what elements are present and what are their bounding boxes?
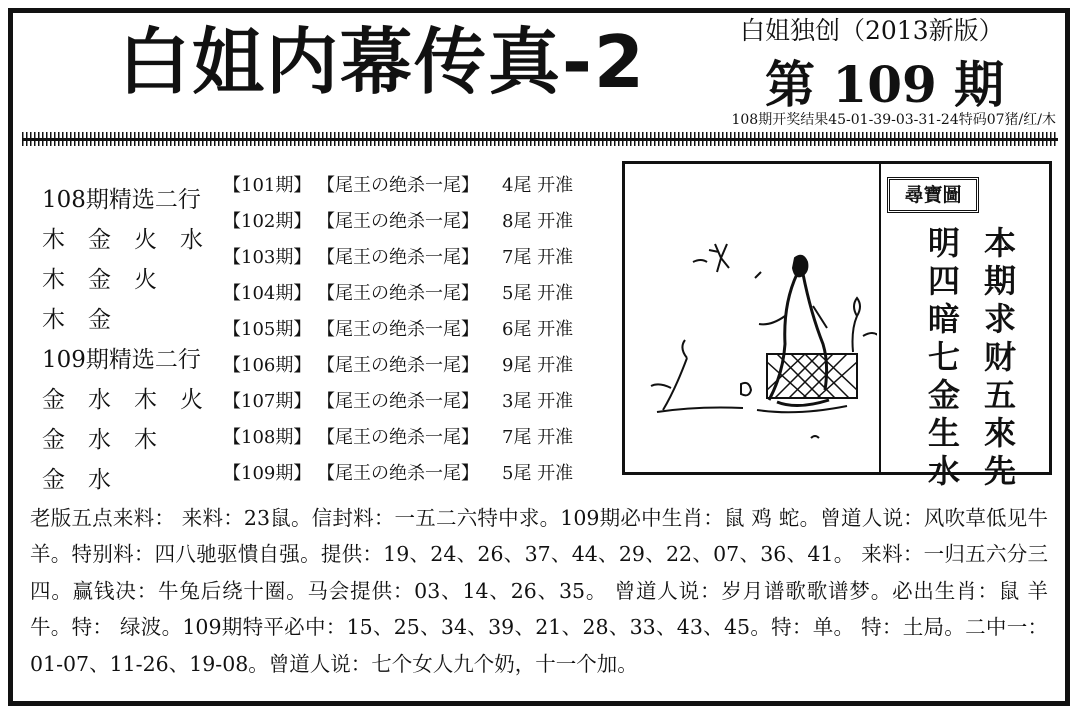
picks-108-row-3 [42, 300, 226, 340]
list-result: 6尾 开准 [502, 319, 574, 340]
pick-element: 金 [88, 307, 111, 333]
list-name: 【尾王の绝杀一尾】 [317, 247, 479, 268]
list-result: 5尾 开准 [502, 463, 574, 484]
treasure-map-badge: 尋寶圖 [887, 177, 979, 213]
list-name: 【尾王の绝杀一尾】 [317, 391, 479, 412]
list-period: 【101期】 [223, 175, 312, 196]
pick-element: 火 [180, 387, 203, 413]
previous-results: 108期开奖结果45-01-39-03-31-24特码07猪/红/木 [731, 112, 1056, 128]
list-period: 【103期】 [223, 247, 312, 268]
list-item [223, 168, 573, 204]
pick-element: 火 [134, 267, 157, 293]
picks-108-row-1 [42, 220, 226, 260]
pick-element: 木 [42, 267, 65, 293]
pick-element: 木 [134, 387, 157, 413]
brand-label: 白姐独创（2013新版） [740, 16, 1004, 45]
issue-number: 第 109 期 [765, 55, 1005, 114]
list-name: 【尾王の绝杀一尾】 [317, 427, 479, 448]
list-result: 7尾 开准 [502, 427, 574, 448]
list-result: 8尾 开准 [502, 211, 574, 232]
list-name: 【尾王の绝杀一尾】 [317, 211, 479, 232]
list-period: 【106期】 [223, 355, 312, 376]
pick-element: 金 [88, 227, 111, 253]
bottom-paragraph: 老版五点来料： 来料：23鼠。信封料：一五二六特中求。109期必中生肖：鼠 鸡 蛇。曾道人说：风吹草低见牛羊。特别料：四八驰驱憒自强。提供：19、24、26、37、44、29、22、07、36、41。 来料：一归五六分三四。赢钱决：牛兔后绕十圈。马会提供：03、14、26、35。 曾道人说：岁月谱歌歌谱梦。必出生肖：鼠 羊 牛。特： 绿波。109期特平必中：15、25、34、39、21、28、33、43、45。特：单。 特：土局。二中一：01-07、11-26、19-08。曾道人说：七个女人九个奶，十一个加。 [30, 506, 1048, 676]
list-item [223, 312, 573, 348]
list-result: 7尾 开准 [502, 247, 574, 268]
list-result: 4尾 开准 [502, 175, 574, 196]
list-name: 【尾王の绝杀一尾】 [317, 175, 479, 196]
list-item [223, 276, 573, 312]
list-period: 【109期】 [223, 463, 312, 484]
pick-element: 水 [180, 227, 203, 253]
list-name: 【尾王の绝杀一尾】 [317, 463, 479, 484]
heading-109: 109期精选二行 [42, 347, 201, 373]
list-name: 【尾王の绝杀一尾】 [317, 355, 479, 376]
pick-element: 木 [42, 227, 65, 253]
pick-element: 水 [88, 467, 111, 493]
list-name: 【尾王の绝杀一尾】 [317, 319, 479, 340]
decorative-divider [22, 130, 1058, 148]
poem-right-column: 本期求财五來先 [983, 224, 1016, 490]
list-result: 5尾 开准 [502, 283, 574, 304]
picks-109-row-1 [42, 380, 226, 420]
pick-element: 金 [42, 387, 65, 413]
divider-line [22, 138, 1058, 141]
list-name: 【尾王の绝杀一尾】 [317, 283, 479, 304]
picture-divider [879, 164, 881, 472]
pick-element: 水 [88, 387, 111, 413]
list-item [223, 420, 573, 456]
picks-109-row-2 [42, 420, 226, 460]
list-period: 【105期】 [223, 319, 312, 340]
pick-element: 水 [88, 427, 111, 453]
heading-108: 108期精选二行 [42, 187, 201, 213]
poem-left-column: 明四暗七金生水 [927, 224, 960, 490]
pick-element: 金 [88, 267, 111, 293]
element-picks [42, 180, 226, 500]
list-period: 【104期】 [223, 283, 312, 304]
kill-tail-list [223, 168, 573, 492]
list-period: 【102期】 [223, 211, 312, 232]
list-item [223, 384, 573, 420]
list-item [223, 348, 573, 384]
list-period: 【108期】 [223, 427, 312, 448]
list-result: 3尾 开准 [502, 391, 574, 412]
list-period: 【107期】 [223, 391, 312, 412]
treasure-picture-box [622, 161, 1052, 490]
pick-element: 火 [134, 227, 157, 253]
list-item [223, 204, 573, 240]
list-item [223, 456, 573, 492]
list-result: 9尾 开准 [502, 355, 574, 376]
illustration-woman-garden [627, 166, 877, 466]
picks-108-row-2 [42, 260, 226, 300]
pick-element: 木 [134, 427, 157, 453]
picks-109-row-3 [42, 460, 226, 500]
pick-element: 木 [42, 307, 65, 333]
list-item [223, 240, 573, 276]
pick-element: 金 [42, 467, 65, 493]
pick-element: 金 [42, 427, 65, 453]
page-title: 白姐内幕传真-2 [118, 20, 646, 104]
